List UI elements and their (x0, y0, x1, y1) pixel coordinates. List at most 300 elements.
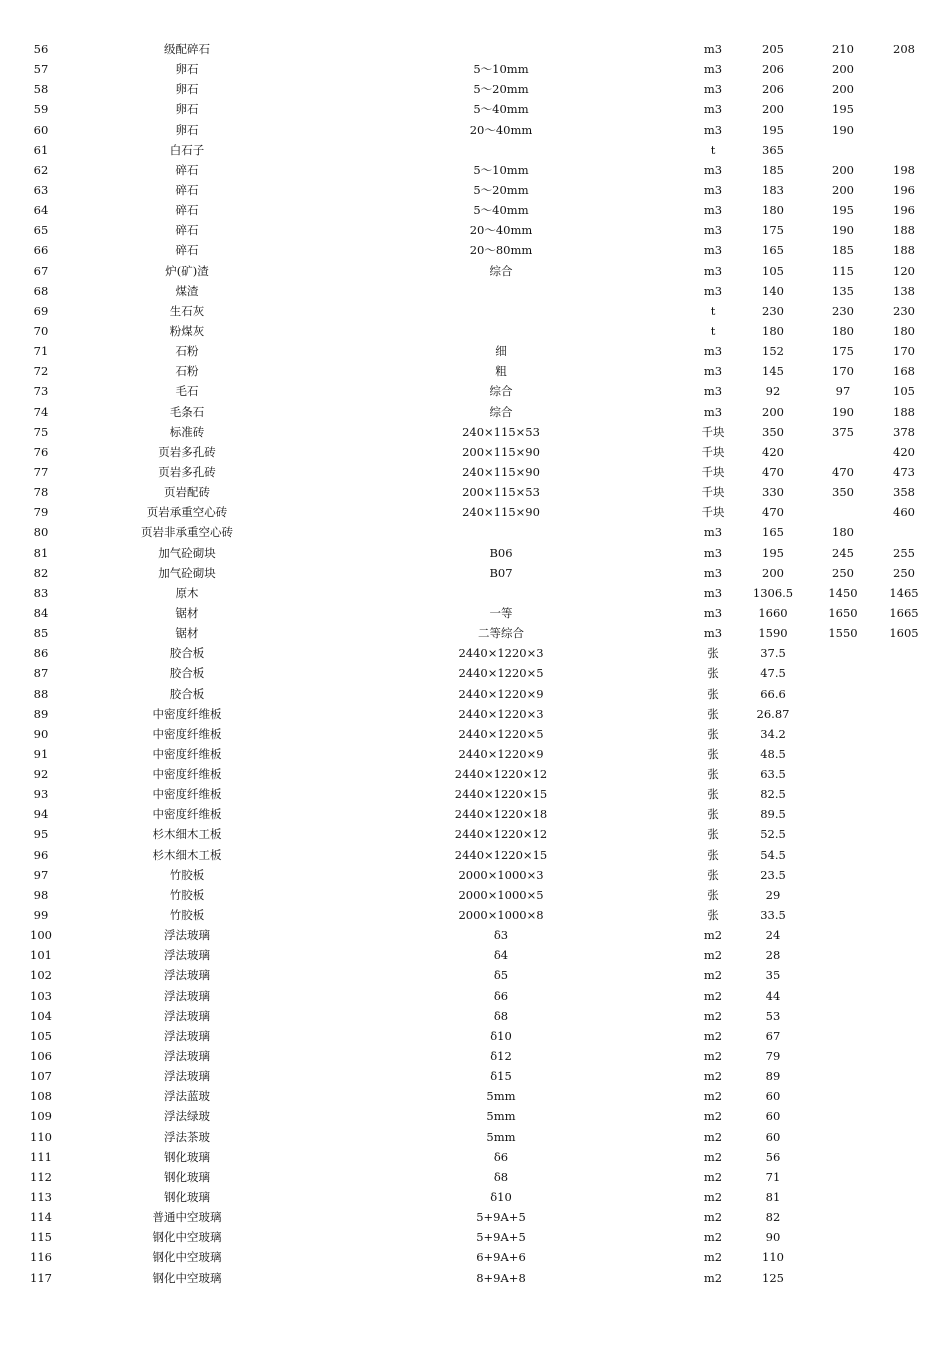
table-row (0, 885, 950, 905)
price-1: 165 (762, 243, 784, 258)
material-name: 白石子 (169, 142, 205, 157)
material-name: 卵石 (175, 102, 199, 117)
price-3: 180 (893, 323, 915, 338)
price-table (0, 39, 950, 1288)
table-row (0, 200, 950, 220)
price-2: 230 (832, 303, 854, 318)
price-3: 188 (893, 243, 915, 258)
row-number: 81 (33, 545, 49, 560)
price-1: 54.5 (760, 847, 786, 862)
material-name: 浮法玻璃 (164, 968, 210, 983)
price-1: 110 (762, 1250, 784, 1265)
row-number: 94 (33, 807, 49, 822)
row-number: 56 (33, 42, 49, 56)
price-2: 97 (835, 384, 851, 399)
material-spec: 20～40mm (469, 223, 533, 238)
material-spec: δ12 (490, 1049, 512, 1064)
table-row (0, 301, 950, 321)
table-row (0, 1167, 950, 1187)
price-1: 195 (762, 545, 784, 560)
unit: m2 (703, 948, 723, 963)
unit: m3 (703, 384, 723, 399)
material-name: 杉木细木工板 (152, 847, 222, 862)
material-name: 浮法蓝玻 (164, 1089, 210, 1104)
unit: 千块 (701, 444, 725, 459)
price-1: 92 (765, 384, 781, 399)
unit: m2 (703, 988, 723, 1003)
price-2: 1550 (828, 626, 858, 641)
row-number: 83 (33, 585, 49, 600)
material-name: 胶合板 (169, 686, 205, 701)
material-name: 页岩承重空心砖 (146, 505, 228, 520)
price-3: 188 (893, 404, 915, 419)
price-1: 185 (762, 162, 784, 177)
row-number: 70 (33, 323, 49, 338)
price-1: 63.5 (760, 767, 786, 782)
material-spec: 2440×1220×3 (458, 646, 544, 661)
price-1: 152 (762, 344, 784, 359)
material-name: 竹胶板 (169, 887, 205, 902)
material-spec: 细 (495, 344, 507, 359)
table-row (0, 321, 950, 341)
unit: 千块 (701, 464, 725, 479)
price-3: 208 (893, 42, 915, 56)
material-spec: 5～40mm (473, 102, 529, 117)
price-1: 470 (762, 464, 784, 479)
unit: 张 (707, 887, 719, 902)
row-number: 91 (33, 746, 49, 761)
row-number: 102 (30, 968, 52, 983)
material-name: 标准砖 (169, 424, 205, 439)
material-name: 粉煤灰 (169, 323, 205, 338)
table-row (0, 1046, 950, 1066)
unit: m3 (703, 263, 723, 278)
material-spec: 一等 (489, 605, 513, 620)
price-2: 200 (832, 182, 854, 197)
row-number: 63 (33, 182, 49, 197)
row-number: 69 (33, 303, 49, 318)
row-number: 85 (33, 626, 49, 641)
row-number: 109 (30, 1109, 52, 1124)
unit: m2 (703, 968, 723, 983)
table-row (0, 925, 950, 945)
material-spec: 8+9A+8 (476, 1270, 526, 1285)
row-number: 58 (33, 82, 49, 97)
row-number: 99 (33, 908, 49, 923)
material-name: 锯材 (175, 626, 199, 641)
unit: m3 (703, 565, 723, 580)
material-name: 毛石 (175, 384, 199, 399)
material-spec: 综合 (489, 263, 513, 278)
material-name: 浮法玻璃 (164, 988, 210, 1003)
price-3: 170 (893, 344, 915, 359)
material-name: 浮法玻璃 (164, 1049, 210, 1064)
material-spec: 2000×1000×3 (458, 867, 544, 882)
material-name: 加气砼砌块 (158, 545, 216, 560)
table-row (0, 361, 950, 381)
price-2: 190 (832, 122, 854, 137)
material-name: 碎石 (175, 243, 199, 258)
price-2: 115 (832, 263, 854, 278)
material-name: 页岩非承重空心砖 (141, 525, 233, 540)
row-number: 111 (30, 1149, 52, 1164)
material-spec: 5mm (486, 1089, 516, 1104)
row-number: 64 (33, 203, 49, 218)
price-1: 26.87 (756, 706, 790, 721)
material-name: 钢化玻璃 (164, 1190, 210, 1205)
material-name: 碎石 (175, 203, 199, 218)
row-number: 57 (33, 62, 49, 77)
price-2: 375 (832, 424, 854, 439)
price-2: 200 (832, 62, 854, 77)
unit: m2 (703, 1069, 723, 1084)
table-row (0, 583, 950, 603)
material-spec: 20～80mm (469, 243, 533, 258)
row-number: 78 (33, 485, 49, 500)
material-spec: 240×115×53 (462, 424, 540, 439)
price-1: 180 (762, 323, 784, 338)
material-spec: 240×115×90 (462, 505, 540, 520)
price-1: 82.5 (760, 787, 786, 802)
unit: t (710, 303, 716, 318)
material-name: 炉(矿)渣 (165, 263, 209, 278)
row-number: 101 (30, 948, 52, 963)
material-name: 石粉 (175, 364, 199, 379)
row-number: 86 (33, 646, 49, 661)
price-1: 205 (762, 42, 784, 56)
price-2: 180 (832, 525, 854, 540)
material-spec: 5～10mm (473, 162, 529, 177)
table-row (0, 905, 950, 925)
unit: m3 (703, 243, 723, 258)
price-1: 175 (762, 223, 784, 238)
row-number: 100 (30, 928, 52, 943)
price-3: 1605 (889, 626, 919, 641)
price-1: 200 (762, 102, 784, 117)
material-name: 胶合板 (169, 646, 205, 661)
price-1: 71 (765, 1169, 781, 1184)
material-name: 级配碎石 (164, 42, 210, 56)
unit: m3 (703, 203, 723, 218)
material-name: 钢化中空玻璃 (152, 1250, 222, 1265)
material-name: 胶合板 (169, 666, 205, 681)
price-2: 135 (832, 283, 854, 298)
price-2: 195 (832, 203, 854, 218)
material-spec: 综合 (489, 384, 513, 399)
material-name: 浮法玻璃 (164, 928, 210, 943)
price-1: 1306.5 (752, 585, 794, 600)
material-spec: 2440×1220×15 (454, 847, 548, 862)
material-spec: 200×115×53 (462, 485, 540, 500)
row-number: 114 (30, 1210, 52, 1225)
table-row (0, 120, 950, 140)
table-row (0, 1227, 950, 1247)
material-spec: δ5 (493, 968, 509, 983)
material-name: 卵石 (175, 82, 199, 97)
unit: 张 (707, 847, 719, 862)
row-number: 71 (33, 344, 49, 359)
table-row (0, 281, 950, 301)
table-row (0, 965, 950, 985)
price-1: 470 (762, 505, 784, 520)
table-row (0, 1106, 950, 1126)
material-spec: 6+9A+6 (476, 1250, 526, 1265)
table-row (0, 1147, 950, 1167)
table-row (0, 1127, 950, 1147)
row-number: 116 (30, 1250, 52, 1265)
material-name: 中密度纤维板 (152, 706, 222, 721)
table-row (0, 341, 950, 361)
row-number: 80 (33, 525, 49, 540)
material-spec: δ8 (493, 1169, 509, 1184)
price-1: 230 (762, 303, 784, 318)
row-number: 117 (30, 1270, 52, 1285)
price-2: 175 (832, 344, 854, 359)
price-1: 200 (762, 565, 784, 580)
table-row (0, 744, 950, 764)
price-1: 28 (765, 948, 781, 963)
row-number: 108 (30, 1089, 52, 1104)
unit: m3 (703, 605, 723, 620)
price-3: 138 (893, 283, 915, 298)
row-number: 67 (33, 263, 49, 278)
table-row (0, 663, 950, 683)
price-2: 190 (832, 404, 854, 419)
price-2: 250 (832, 565, 854, 580)
unit: m3 (703, 283, 723, 298)
material-name: 浮法玻璃 (164, 1028, 210, 1043)
row-number: 90 (33, 726, 49, 741)
row-number: 82 (33, 565, 49, 580)
row-number: 60 (33, 122, 49, 137)
row-number: 73 (33, 384, 49, 399)
table-row (0, 39, 950, 59)
price-2: 185 (832, 243, 854, 258)
table-row (0, 1086, 950, 1106)
unit: 千块 (701, 424, 725, 439)
unit: m2 (703, 1109, 723, 1124)
material-name: 钢化玻璃 (164, 1169, 210, 1184)
price-1: 125 (762, 1270, 784, 1285)
price-2: 195 (832, 102, 854, 117)
material-spec: 2440×1220×3 (458, 706, 544, 721)
material-name: 钢化玻璃 (164, 1149, 210, 1164)
price-1: 105 (762, 263, 784, 278)
price-1: 35 (765, 968, 781, 983)
price-1: 37.5 (760, 646, 786, 661)
material-name: 石粉 (175, 344, 199, 359)
row-number: 68 (33, 283, 49, 298)
material-name: 生石灰 (169, 303, 205, 318)
table-row (0, 603, 950, 623)
unit: m2 (703, 1190, 723, 1205)
price-1: 29 (765, 887, 781, 902)
material-name: 中密度纤维板 (152, 726, 222, 741)
table-row (0, 1006, 950, 1026)
table-row (0, 140, 950, 160)
price-1: 206 (762, 82, 784, 97)
row-number: 76 (33, 444, 49, 459)
table-row (0, 462, 950, 482)
table-row (0, 240, 950, 260)
table-row (0, 502, 950, 522)
table-row (0, 1026, 950, 1046)
table-row (0, 824, 950, 844)
table-row (0, 945, 950, 965)
price-1: 53 (765, 1008, 781, 1023)
unit: 张 (707, 726, 719, 741)
table-row (0, 1247, 950, 1267)
material-name: 页岩配砖 (164, 485, 210, 500)
table-row (0, 381, 950, 401)
price-1: 145 (762, 364, 784, 379)
material-spec: δ10 (490, 1190, 512, 1205)
price-1: 200 (762, 404, 784, 419)
unit: m3 (703, 162, 723, 177)
unit: m3 (703, 122, 723, 137)
material-spec: 2440×1220×5 (458, 666, 544, 681)
price-1: 1590 (758, 626, 788, 641)
row-number: 72 (33, 364, 49, 379)
material-name: 钢化中空玻璃 (152, 1230, 222, 1245)
price-1: 67 (765, 1028, 781, 1043)
price-1: 79 (765, 1049, 781, 1064)
unit: m2 (703, 1089, 723, 1104)
unit: 张 (707, 666, 719, 681)
table-row (0, 220, 950, 240)
price-2: 200 (832, 162, 854, 177)
table-row (0, 59, 950, 79)
row-number: 74 (33, 404, 49, 419)
unit: 张 (707, 746, 719, 761)
material-name: 浮法玻璃 (164, 1069, 210, 1084)
price-1: 90 (765, 1230, 781, 1245)
price-1: 34.2 (760, 726, 786, 741)
price-1: 56 (765, 1149, 781, 1164)
price-2: 245 (832, 545, 854, 560)
material-spec: 2000×1000×5 (458, 887, 544, 902)
material-spec: 2440×1220×9 (458, 746, 544, 761)
material-spec: δ6 (493, 1149, 509, 1164)
material-name: 煤渣 (175, 283, 199, 298)
price-1: 44 (765, 988, 781, 1003)
material-name: 锯材 (175, 605, 199, 620)
material-name: 页岩多孔砖 (158, 464, 216, 479)
unit: m2 (703, 1008, 723, 1023)
material-name: 浮法玻璃 (164, 948, 210, 963)
price-2: 1650 (828, 605, 858, 620)
row-number: 112 (30, 1169, 52, 1184)
material-spec: 粗 (495, 364, 507, 379)
price-2: 1450 (828, 585, 858, 600)
material-spec: 2440×1220×15 (454, 787, 548, 802)
price-1: 60 (765, 1129, 781, 1144)
table-row (0, 623, 950, 643)
material-name: 浮法玻璃 (164, 1008, 210, 1023)
price-3: 105 (893, 384, 915, 399)
price-1: 60 (765, 1109, 781, 1124)
unit: m2 (703, 1129, 723, 1144)
price-1: 420 (762, 444, 784, 459)
material-spec: δ15 (490, 1069, 512, 1084)
material-spec: B06 (489, 545, 513, 560)
material-spec: 二等综合 (478, 626, 524, 641)
price-1: 206 (762, 62, 784, 77)
table-row (0, 986, 950, 1006)
material-spec: 2440×1220×5 (458, 726, 544, 741)
unit: m3 (703, 223, 723, 238)
table-row (0, 402, 950, 422)
unit: m3 (703, 585, 723, 600)
price-1: 81 (765, 1190, 781, 1205)
price-1: 47.5 (760, 666, 786, 681)
row-number: 110 (30, 1129, 52, 1144)
material-spec: 2440×1220×12 (454, 827, 548, 842)
table-row (0, 784, 950, 804)
price-3: 1465 (889, 585, 919, 600)
row-number: 66 (33, 243, 49, 258)
table-row (0, 643, 950, 663)
table-row (0, 1187, 950, 1207)
table-row (0, 684, 950, 704)
table-row (0, 1066, 950, 1086)
unit: 张 (707, 867, 719, 882)
price-2: 470 (832, 464, 854, 479)
table-row (0, 442, 950, 462)
material-name: 中密度纤维板 (152, 807, 222, 822)
row-number: 79 (33, 505, 49, 520)
material-name: 竹胶板 (169, 867, 205, 882)
material-name: 卵石 (175, 62, 199, 77)
material-name: 卵石 (175, 122, 199, 137)
material-name: 页岩多孔砖 (158, 444, 216, 459)
table-row (0, 422, 950, 442)
material-spec: B07 (489, 565, 513, 580)
price-3: 196 (893, 203, 915, 218)
price-2: 200 (832, 82, 854, 97)
price-2: 350 (832, 485, 854, 500)
price-1: 33.5 (760, 908, 786, 923)
material-name: 杉木细木工板 (152, 827, 222, 842)
material-spec: 2000×1000×8 (458, 908, 544, 923)
price-3: 358 (893, 485, 915, 500)
price-1: 66.6 (760, 686, 786, 701)
material-name: 中密度纤维板 (152, 787, 222, 802)
row-number: 77 (33, 464, 49, 479)
unit: m3 (703, 404, 723, 419)
material-spec: 2440×1220×18 (454, 807, 548, 822)
row-number: 88 (33, 686, 49, 701)
price-1: 180 (762, 203, 784, 218)
price-1: 140 (762, 283, 784, 298)
material-spec: 5～20mm (473, 182, 529, 197)
material-name: 普通中空玻璃 (152, 1210, 222, 1225)
material-spec: 20～40mm (469, 122, 533, 137)
table-row (0, 522, 950, 542)
table-row (0, 724, 950, 744)
row-number: 65 (33, 223, 49, 238)
unit: m2 (703, 1149, 723, 1164)
price-1: 60 (765, 1089, 781, 1104)
material-name: 钢化中空玻璃 (152, 1270, 222, 1285)
unit: m2 (703, 1028, 723, 1043)
price-3: 1665 (889, 605, 919, 620)
price-3: 198 (893, 162, 915, 177)
row-number: 107 (30, 1069, 52, 1084)
unit: m3 (703, 344, 723, 359)
unit: m2 (703, 1049, 723, 1064)
unit: m3 (703, 102, 723, 117)
